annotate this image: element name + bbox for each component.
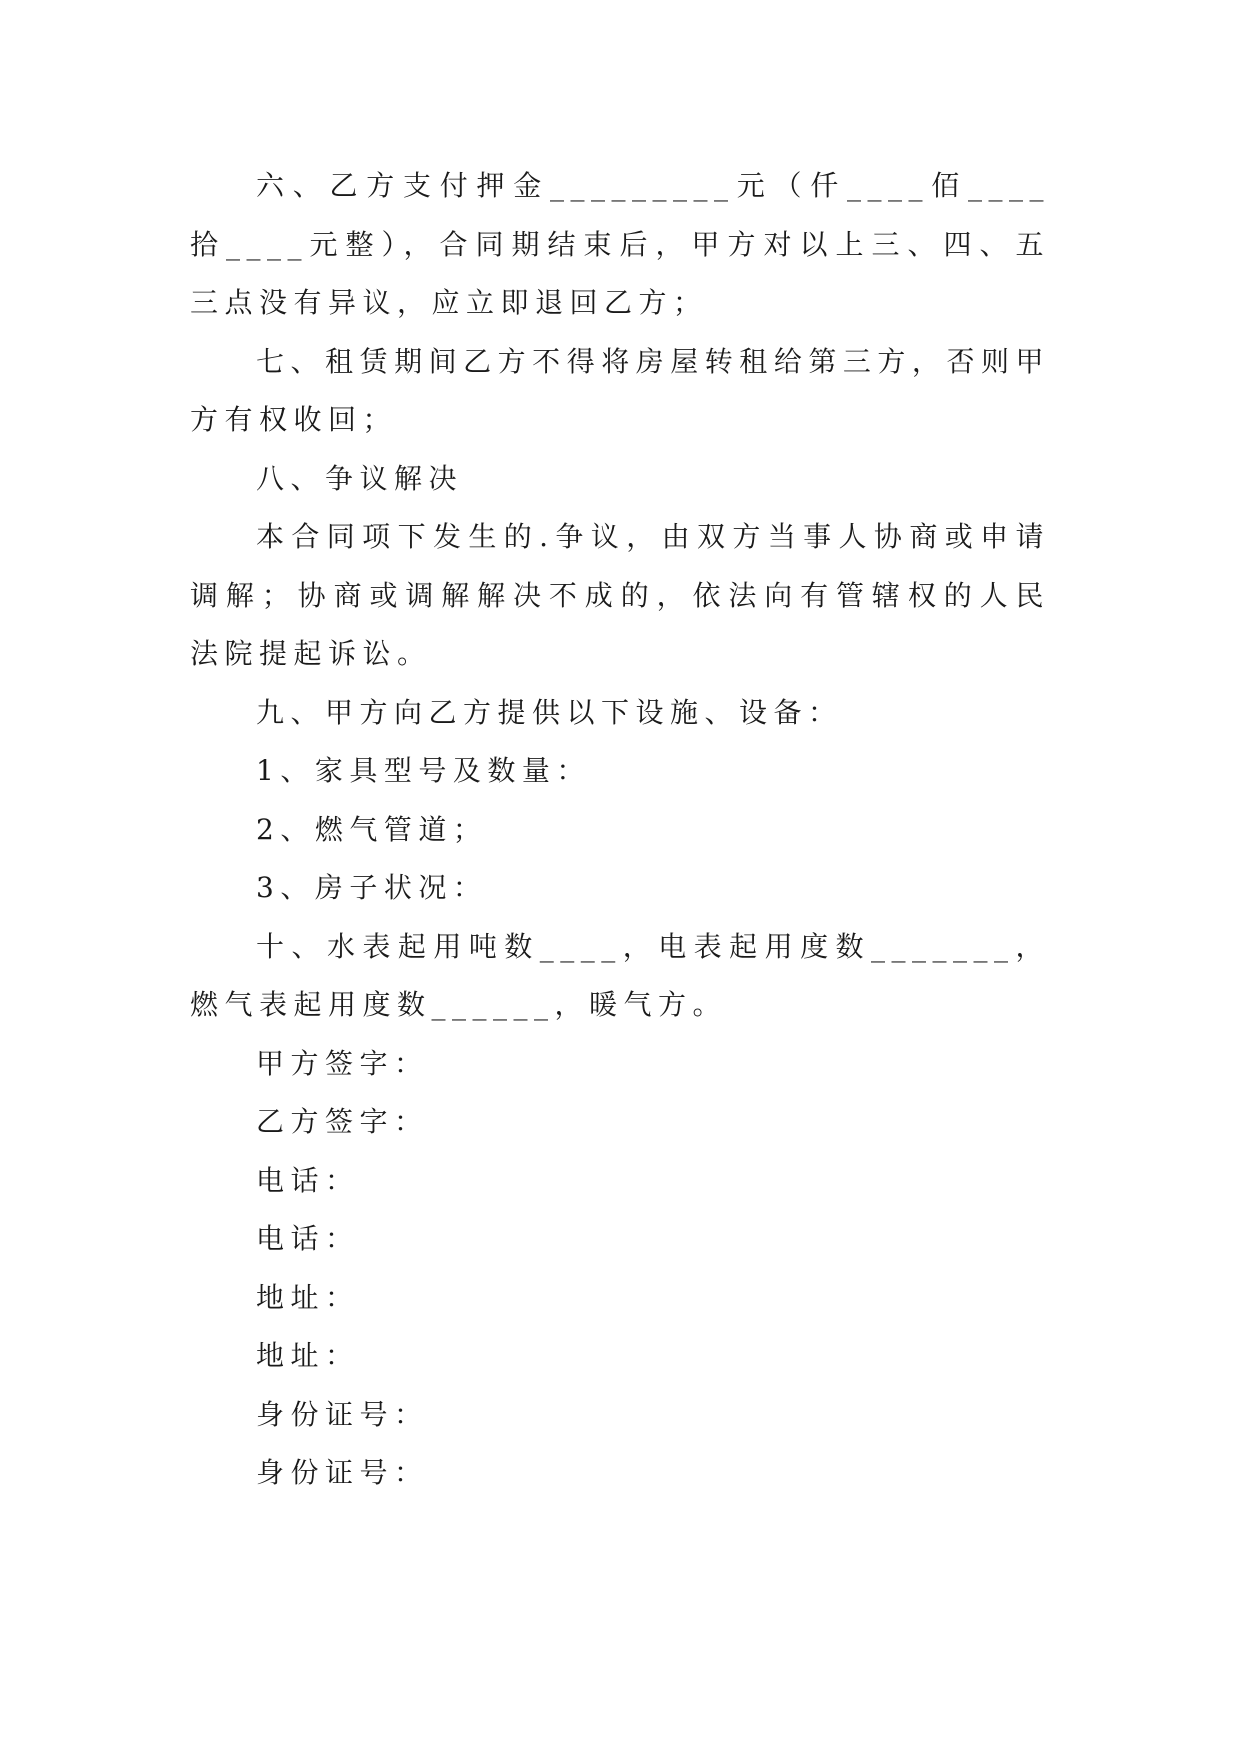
facility-item-gas-pipe: 2、燃气管道； <box>256 812 488 846</box>
party-a-signature-label: 甲方签字： <box>256 1046 429 1080</box>
party-a-phone-label: 电话： <box>256 1163 360 1197</box>
clause-facilities-heading: 九、甲方向乙方提供以下设施、设备： <box>256 695 843 729</box>
clause-dispute-paragraph: 本合同项下发生的.争议，由双方当事人协商或申请调解；协商或调解解决不成的，依法向有管辖权的人民法院提起诉讼。 <box>190 520 1050 670</box>
clause-dispute-heading: 八、争议解决 <box>256 461 464 495</box>
facility-item-house-condition: 3、房子状况： <box>256 871 488 904</box>
party-a-id-number-label: 身份证号： <box>256 1397 429 1431</box>
clause-sublet-paragraph: 七、租赁期间乙方不得将房屋转租给第三方，否则甲方有权收回； <box>190 344 1050 436</box>
document-body <box>190 157 1050 1503</box>
clause-meter-readings-paragraph: 十、水表起用吨数____，电表起用度数_______，燃气表起用度数______，暖气方。 <box>190 929 1050 1021</box>
party-a-address-label: 地址： <box>256 1280 360 1314</box>
party-b-signature-label: 乙方签字： <box>256 1105 429 1138</box>
facility-item-furniture: 1、家具型号及数量： <box>256 754 591 787</box>
party-b-id-number-label: 身份证号： <box>256 1456 429 1489</box>
party-b-phone-label: 电话： <box>256 1222 360 1255</box>
clause-deposit-paragraph: 六、乙方支付押金_________元（仟____佰____拾____元整），合同期结束后，甲方对以上三、四、五三点没有异议，应立即退回乙方； <box>190 169 1050 319</box>
party-b-address-label: 地址： <box>256 1339 360 1372</box>
